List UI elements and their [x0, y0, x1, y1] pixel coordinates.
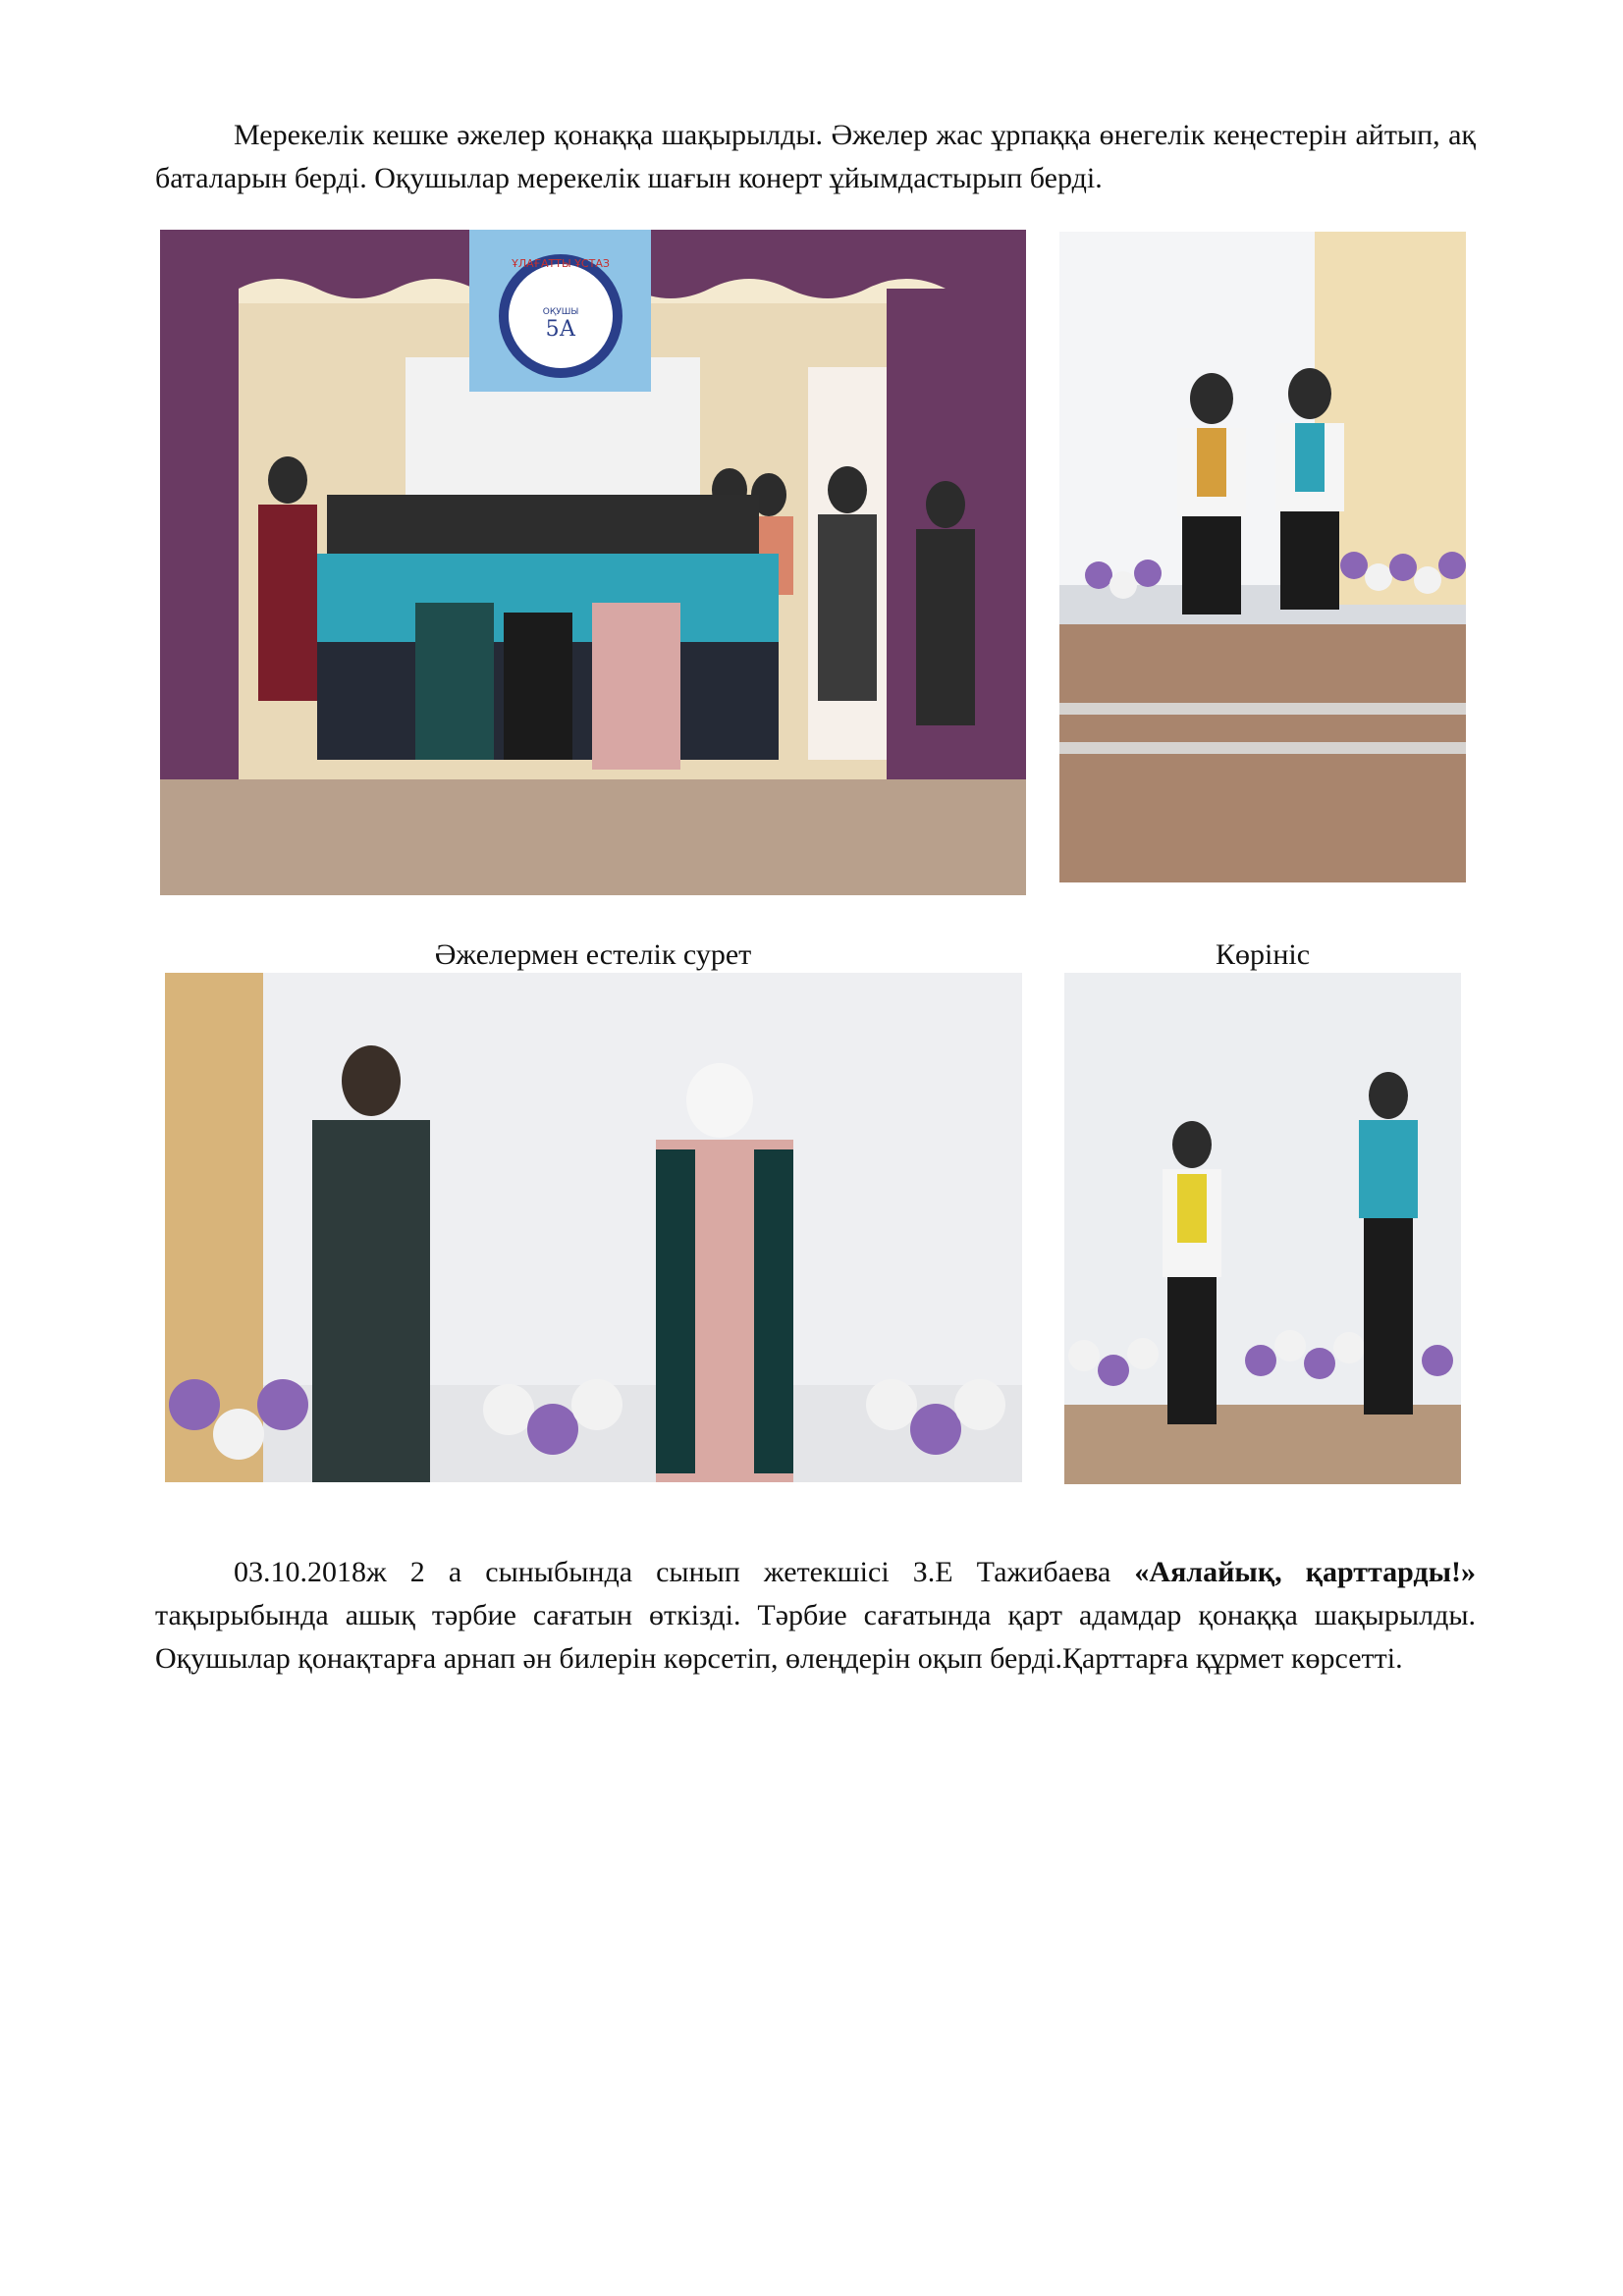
stage-photo-bottom	[1064, 973, 1461, 1484]
group-photo	[160, 230, 1026, 895]
intro-paragraph-text: Мерекелік кешке әжелер қонаққа шақырылды. Әжелер жас ұрпаққа өнегелік кеңестерін айтып, ақ баталарын берді. Оқушылар мерекелік шағын конерт ұйымдастырып берді.	[155, 119, 1476, 194]
stage-photo-top	[1059, 232, 1466, 882]
banner-top-text: ҰЛАҒАТТЫ ҰСТАЗ	[512, 257, 610, 270]
lesson-paragraph	[155, 1551, 1476, 1681]
banner-class-text: 5А	[545, 317, 576, 342]
banner-parent-text: АТА-АНА	[538, 354, 583, 365]
scene-photo-caption: Көрініс	[1215, 938, 1311, 971]
group-photo-caption: Әжелермен естелік сурет	[434, 938, 752, 971]
lesson-paragraph-before: 03.10.2018ж 2 а сыныбында сынып жетекшісі З.Е Тажибаева	[234, 1556, 1135, 1588]
intro-paragraph	[155, 114, 1476, 200]
lesson-title: «Аялайық, қарттарды!»	[1134, 1556, 1476, 1588]
grandmothers-singing-photo	[165, 973, 1022, 1482]
banner-student-text: ОҚУШЫ	[542, 307, 579, 317]
lesson-paragraph-after: тақырыбында ашық тәрбие сағатын өткізді. Тәрбие сағатында қарт адамдар қонаққа шақырылды. Оқушылар қонақтарға арнап ән билерін көрсетіп, өлеңдерін оқып берді.Қарттарға құрмет көрсетті.	[155, 1599, 1476, 1675]
banner-teacher-text: МҰҒАЛІМ	[534, 289, 587, 301]
